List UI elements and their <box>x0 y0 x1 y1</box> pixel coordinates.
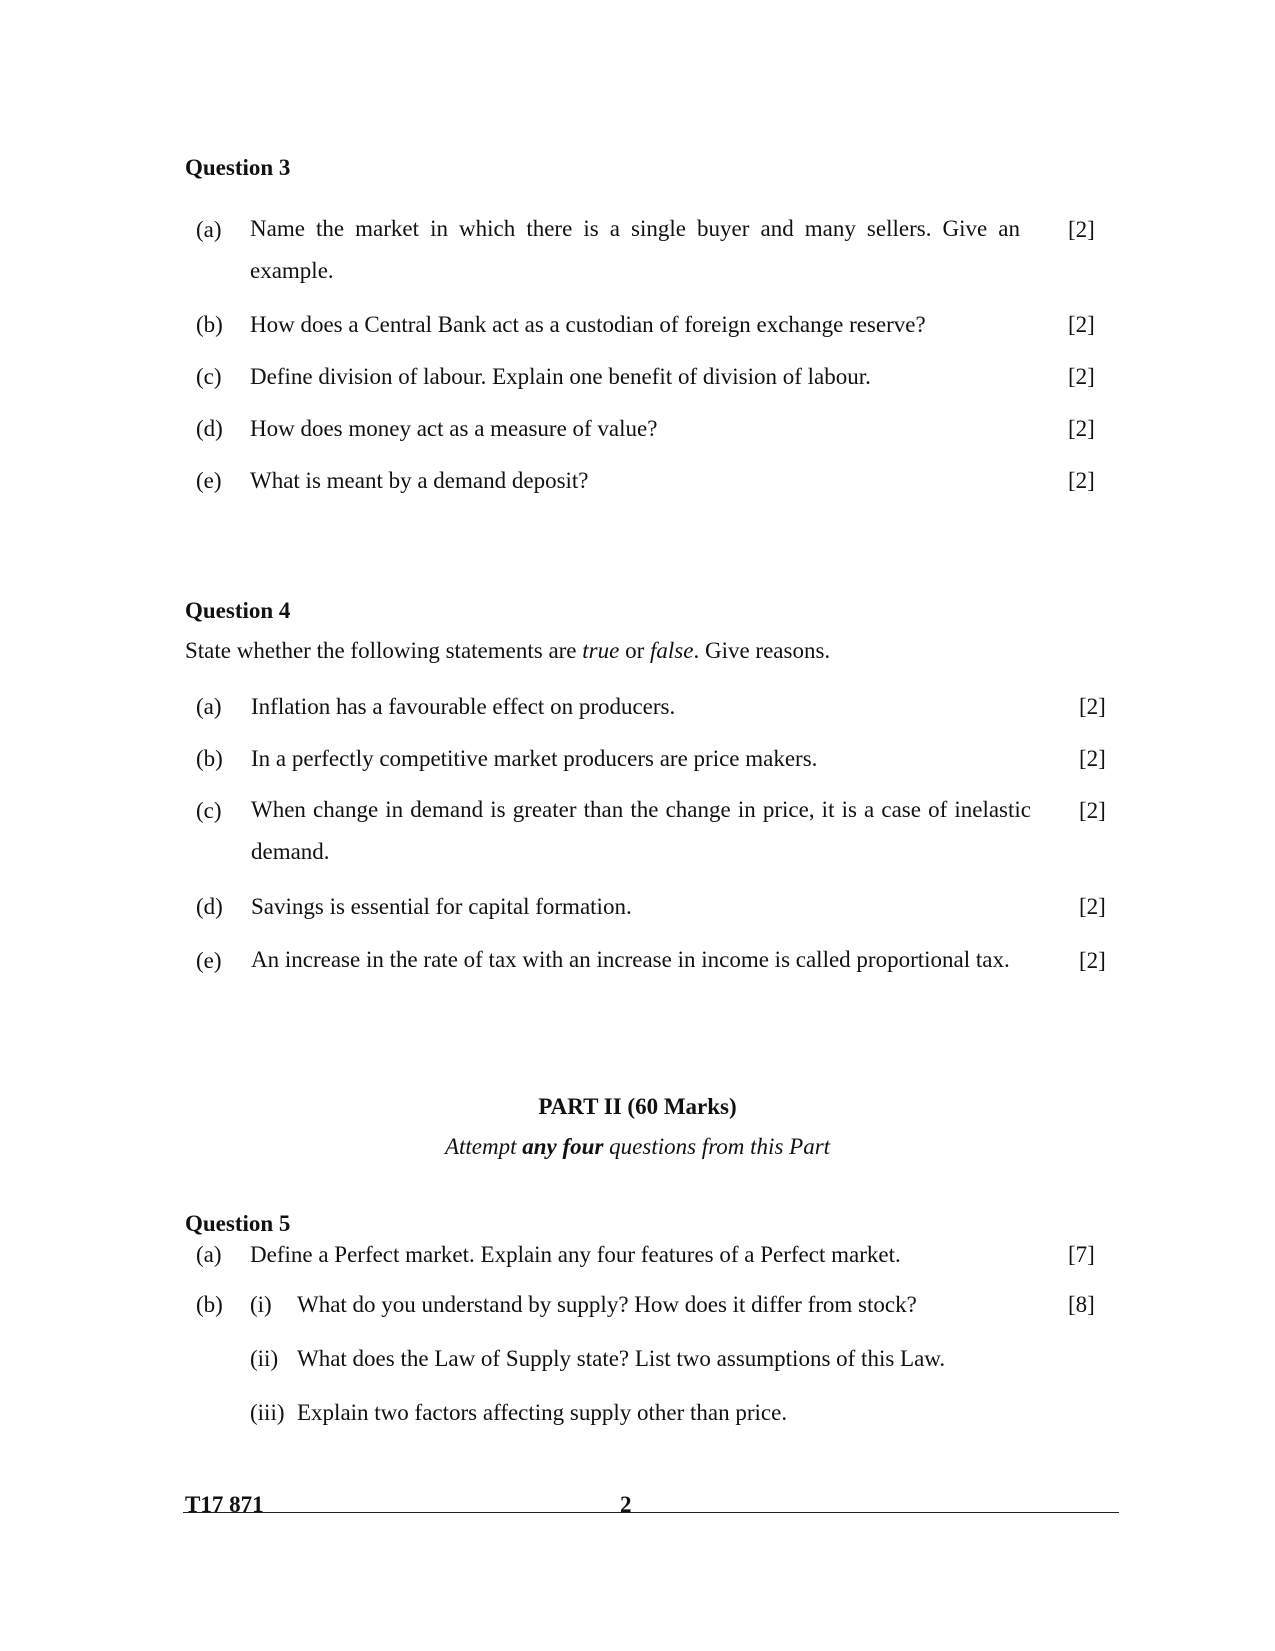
item-marks: [2] <box>1079 894 1106 919</box>
footer-rule <box>183 1512 1119 1513</box>
item-label: (a) <box>196 694 222 719</box>
item-label: (b) <box>196 1292 223 1317</box>
page-number: 2 <box>620 1492 632 1517</box>
subitem-text: Explain two factors affecting supply other than price. <box>297 1400 788 1425</box>
item-marks: [2] <box>1068 217 1095 242</box>
item-text: When change in demand is greater than the change in price, it is a case of inelastic demand. <box>251 797 1031 864</box>
item-text: Define division of labour. Explain one benefit of division of labour. <box>250 364 871 389</box>
item-label: (b) <box>196 312 223 337</box>
item-label: (c) <box>196 364 222 389</box>
instruction-text: . Give reasons. <box>693 638 831 663</box>
item-marks: [2] <box>1079 746 1106 771</box>
item-label: (a) <box>196 217 222 242</box>
subitem-text: What do you understand by supply? How does it differ from stock? <box>297 1292 917 1317</box>
item-label: (b) <box>196 746 223 771</box>
subitem-label: (ii) <box>250 1346 279 1371</box>
item-marks: [2] <box>1079 798 1106 823</box>
instruction-text: questions from this Part <box>603 1134 831 1159</box>
item-marks: [2] <box>1068 416 1095 441</box>
question-3-heading: Question 3 <box>185 155 291 180</box>
part-2-title: PART II (60 Marks) <box>538 1094 737 1119</box>
question-4-instruction <box>185 638 830 664</box>
item-text: How does money act as a measure of value? <box>250 416 658 441</box>
item-label: (d) <box>196 894 223 919</box>
item-text: How does a Central Bank act as a custodian of foreign exchange reserve? <box>250 312 926 337</box>
item-marks: [2] <box>1068 312 1095 337</box>
item-text: In a perfectly competitive market producers are price makers. <box>251 746 818 771</box>
instruction-text: or <box>619 638 651 663</box>
instruction-text: Attempt <box>444 1134 523 1159</box>
item-label: (e) <box>196 468 222 493</box>
item-label: (e) <box>196 948 222 973</box>
item-marks: [8] <box>1068 1292 1095 1317</box>
item-label: (d) <box>196 416 223 441</box>
paper-code: T17 871 <box>185 1492 264 1517</box>
subitem-label: (i) <box>250 1292 272 1317</box>
item-marks: [7] <box>1068 1242 1095 1267</box>
item-label: (a) <box>196 1242 222 1267</box>
item-label: (c) <box>196 798 222 823</box>
item-marks: [2] <box>1068 364 1095 389</box>
item-text: Name the market in which there is a single buyer and many sellers. Give an example. <box>250 216 1020 283</box>
item-marks: [2] <box>1068 468 1095 493</box>
question-4-heading: Question 4 <box>185 598 291 623</box>
item-marks: [2] <box>1079 694 1106 719</box>
question-5-heading: Question 5 <box>185 1211 291 1236</box>
subitem-text: What does the Law of Supply state? List two assumptions of this Law. <box>297 1346 946 1371</box>
instruction-false: false <box>650 638 694 663</box>
item-text: Savings is essential for capital formation. <box>251 894 632 919</box>
instruction-true: true <box>582 638 620 663</box>
part-2-instruction <box>0 1134 1275 1160</box>
subitem-label: (iii) <box>250 1400 285 1425</box>
item-text: An increase in the rate of tax with an increase in income is called proportional tax. <box>251 947 1010 972</box>
item-marks: [2] <box>1079 948 1106 973</box>
item-text: Inflation has a favourable effect on producers. <box>251 694 676 719</box>
instruction-emphasis: any four <box>522 1134 604 1159</box>
instruction-text: State whether the following statements are <box>185 638 583 663</box>
item-text: Define a Perfect market. Explain any four features of a Perfect market. <box>250 1242 901 1267</box>
item-text: What is meant by a demand deposit? <box>250 468 589 493</box>
